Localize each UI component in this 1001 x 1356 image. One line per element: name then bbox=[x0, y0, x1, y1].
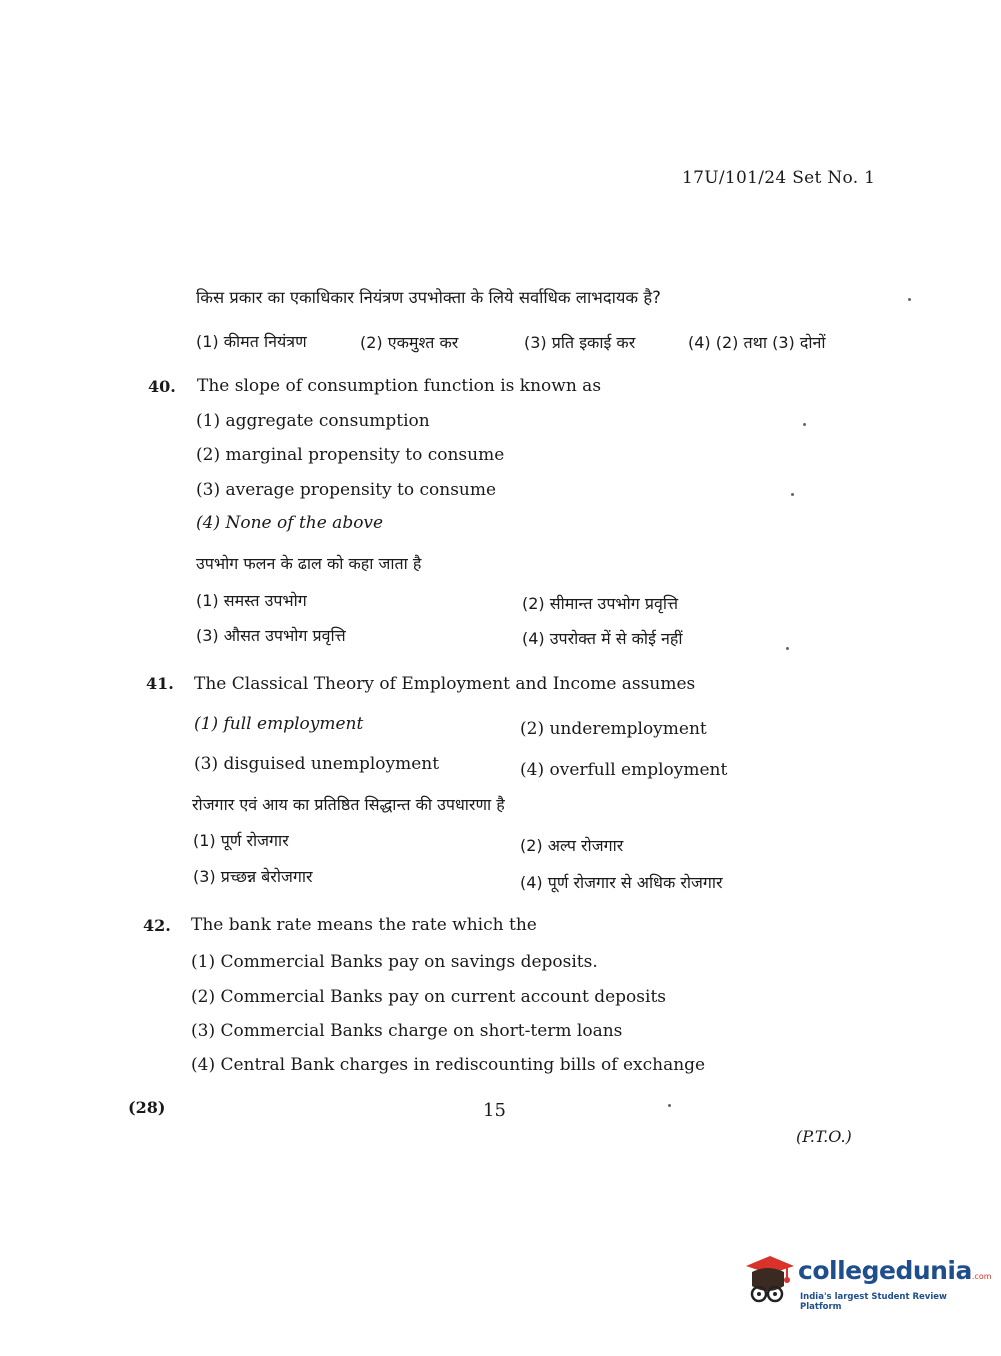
q42-option-3: (3) Commercial Banks charge on short-term loans bbox=[191, 1021, 623, 1041]
q42-stem: The bank rate means the rate which the bbox=[191, 915, 537, 935]
q40-hindi-option-1: (1) समस्त उपभोग bbox=[196, 591, 307, 610]
q40-hindi-stem: उपभोग फलन के ढाल को कहा जाता है bbox=[196, 554, 422, 573]
logo-dotcom: .com bbox=[971, 1272, 992, 1281]
q41-option-1: (1) full employment bbox=[194, 714, 364, 734]
q41-hindi-option-1: (1) पूर्ण रोजगार bbox=[193, 831, 289, 850]
q41-option-3: (3) disguised unemployment bbox=[194, 754, 440, 774]
scan-speck bbox=[668, 1104, 671, 1107]
q39-option-3: (3) प्रति इकाई कर bbox=[524, 333, 636, 352]
q40-option-2: (2) marginal propensity to consume bbox=[196, 445, 505, 465]
set-number: 17U/101/24 Set No. 1 bbox=[682, 168, 876, 188]
q42-number: 42. bbox=[143, 916, 171, 935]
q41-hindi-option-2: (2) अल्प रोजगार bbox=[520, 836, 624, 855]
q40-stem: The slope of consumption function is known as bbox=[197, 376, 602, 396]
q42-option-4: (4) Central Bank charges in rediscounting bills of exchange bbox=[191, 1055, 706, 1075]
scan-speck bbox=[908, 298, 911, 301]
q41-number: 41. bbox=[146, 674, 174, 693]
logo-tagline: India's largest Student Review Platform bbox=[800, 1292, 947, 1312]
collegedunia-logo bbox=[742, 1250, 992, 1312]
q41-stem: The Classical Theory of Employment and Income assumes bbox=[194, 674, 696, 694]
q39-option-1: (1) कीमत नियंत्रण bbox=[196, 332, 307, 351]
q42-option-2: (2) Commercial Banks pay on current account deposits bbox=[191, 987, 666, 1007]
q40-option-4: (4) None of the above bbox=[196, 513, 384, 533]
q39-hindi-stem: किस प्रकार का एकाधिकार नियंत्रण उपभोक्ता के लिये सर्वाधिक लाभदायक है? bbox=[196, 288, 661, 307]
q42-option-1: (1) Commercial Banks pay on savings deposits. bbox=[191, 952, 598, 972]
paper-code: (28) bbox=[128, 1098, 166, 1117]
scan-speck bbox=[803, 423, 806, 426]
q41-option-2: (2) underemployment bbox=[520, 719, 707, 739]
logo-wordmark: collegedunia.com bbox=[798, 1256, 992, 1285]
q41-hindi-option-4: (4) पूर्ण रोजगार से अधिक रोजगार bbox=[520, 873, 723, 892]
mascot-icon bbox=[742, 1252, 794, 1308]
q39-option-2: (2) एकमुश्त कर bbox=[360, 333, 459, 352]
page-number: 15 bbox=[483, 1100, 506, 1121]
q40-hindi-option-2: (2) सीमान्त उपभोग प्रवृत्ति bbox=[522, 594, 679, 613]
q41-option-4: (4) overfull employment bbox=[520, 760, 728, 780]
q40-hindi-option-3: (3) औसत उपभोग प्रवृत्ति bbox=[196, 626, 346, 645]
q39-option-4: (4) (2) तथा (3) दोनों bbox=[688, 333, 826, 352]
q40-option-3: (3) average propensity to consume bbox=[196, 480, 497, 500]
q40-option-1: (1) aggregate consumption bbox=[196, 411, 430, 431]
q40-hindi-option-4: (4) उपरोक्त में से कोई नहीं bbox=[522, 629, 683, 648]
q40-number: 40. bbox=[148, 377, 176, 396]
q41-hindi-option-3: (3) प्रच्छन्न बेरोजगार bbox=[193, 867, 313, 886]
scan-speck bbox=[786, 647, 789, 650]
scan-speck bbox=[791, 493, 794, 496]
pto-note: (P.T.O.) bbox=[796, 1127, 852, 1146]
q41-hindi-stem: रोजगार एवं आय का प्रतिष्ठित सिद्धान्त की उपधारणा है bbox=[192, 795, 505, 814]
